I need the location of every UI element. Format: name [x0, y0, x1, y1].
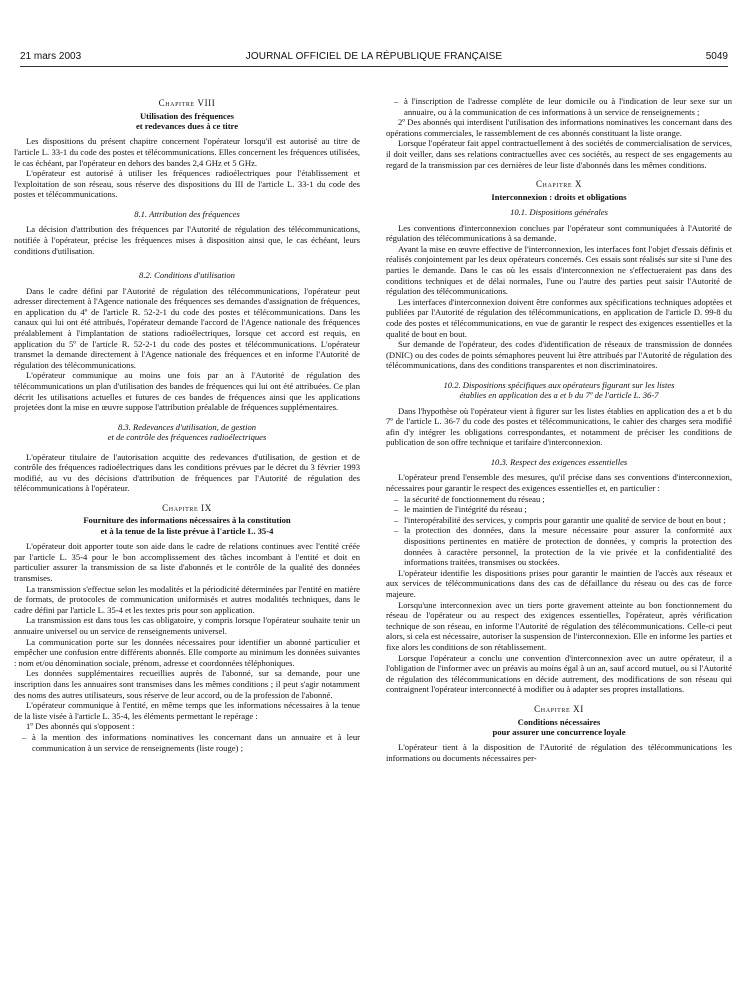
- paragraph: L'opérateur communique à l'entité, en même temps que les informations nécessaires à la tenue de la liste visée à l'article L. 35-4, les éléments permettant le repérage :: [14, 700, 360, 721]
- list-item: – à la mention des informations nominatives les concernant dans un annuaire et à leur communication à un service de renseignements (liste rouge) ;: [22, 731, 360, 753]
- paragraph: L'opérateur identifie les dispositions prises pour garantir le maintien de l'accès aux réseaux et aux services de télécommunications dans des cas de défaillance du réseau ou des cas de force majeure.: [386, 567, 732, 599]
- paragraph: La communication porte sur les données nécessaires pour identifier un abonné particulier et empêcher une confusion entre différents abonnés. Elle comporte au minimum les données suivantes : nom et/ou dénomination sociale, prénom, adresse et coordonnées téléphoniques.: [14, 636, 360, 668]
- section-10-2-title-2: établies en application des a et b du 7º de l'article L. 36-7: [459, 390, 659, 401]
- chapter-11-title-2: pour assurer une concurrence loyale: [492, 726, 626, 737]
- paragraph: L'opérateur communique au moins une fois par an à l'Autorité de régulation des télécommunications un plan d'utilisation des bandes de fréquences qui lui ont été attribuées. Ce plan décrit les utilisations actuelles et futures de ces bandes de fréquences ainsi que les applications projetées dont la mise en œuvre suppose l'attribution préalable de fréquences supplémentaires.: [14, 370, 360, 413]
- paragraph: La décision d'attribution des fréquences par l'Autorité de régulation des télécommunications, notifiée à l'opérateur, précise les fréquences mises à disposition ainsi que, le cas échéant, leurs conditions d'utilisation.: [14, 224, 360, 256]
- paragraph: Sur demande de l'opérateur, des codes d'identification de réseaux de transmission de données (DNIC) ou des codes de points sémaphores peuvent lui être attribués par l'Autorité de régulation des télécommunications, dans des conditions transparentes et non discriminatoires.: [386, 339, 732, 371]
- header-rule: [20, 66, 728, 67]
- paragraph: Les dispositions du présent chapitre concernent l'opérateur lorsqu'il est autorisé au titre de l'article L. 33-1 du code des postes et télécommunications. Elles concernent les fréquences utilisées, le cas échéant, par l'opérateur en dehors des bandes 2,4 GHz et 5 GHz.: [14, 136, 360, 168]
- paragraph: L'opérateur titulaire de l'autorisation acquitte des redevances d'utilisation, de gestion et de contrôle des fréquences radioélectriques dans les conditions prévues par le décret du 3 février 1993 modifié, au vu des décisions d'attribution de fréquences par l'Autorité de régulation des télécommunications à l'opérateur.: [14, 451, 360, 494]
- list-item: – la sécurité de fonctionnement du réseau ;: [394, 493, 545, 504]
- chapter-9-label: Chapitre IX: [162, 502, 212, 513]
- chapter-11-title: Conditions nécessaires: [517, 716, 601, 727]
- chapter-8-label: Chapitre VIII: [158, 98, 216, 108]
- list-item: 2º Des abonnés qui interdisent l'utilisation des informations nominatives les concernant dans des opérations commerciales, le rassemblement de ces abonnés constituant la liste orange.: [386, 117, 732, 138]
- section-8-3-title: 8.3. Redevances d'utilisation, de gestion: [117, 421, 257, 432]
- list-item: – la protection des données, dans la mesure nécessaire pour assurer la conformité aux dispositions pertinentes en matière de protection de données, y compris la protection des données à caractère personnel, la protection de la vie privée et la confidentialité des informations traitées, transmises ou stockées.: [394, 525, 732, 568]
- paragraph: Les données supplémentaires recueillies auprès de l'abonné, sur sa demande, pour une inscription dans les annuaires sont transmises dans les mêmes conditions ; il peut s'agir notamment des noms des autres utilisateurs, sous réserve de leur accord, ou de la profession de l'abonné.: [14, 668, 360, 700]
- section-8-1-title: 8.1. Attribution des fréquences: [134, 208, 240, 219]
- chapter-8-title: Utilisation des fréquences: [139, 110, 235, 121]
- paragraph: La transmission est dans tous les cas obligatoire, y compris lorsque l'opérateur souhaite tenir un annuaire universel ou un service de renseignements universel.: [14, 615, 360, 637]
- header-date: 21 mars 2003: [20, 51, 82, 62]
- list-item: 1º Des abonnés qui s'opposent :: [26, 721, 135, 732]
- paragraph: La transmission s'effectue selon les modalités et la périodicité déterminées par l'entité en matière de formats, de protocoles de communication uniformisés et autres modalités techniques, dans le cadre défini par l'article L. 35-4 et les textes pris pour son application.: [14, 583, 360, 615]
- section-8-2-title: 8.2. Conditions d'utilisation: [139, 270, 235, 281]
- page-header: [20, 51, 728, 65]
- paragraph: L'opérateur tient à la disposition de l'Autorité de régulation des télécommunications les informations ou documents nécessaires per-: [386, 742, 732, 763]
- paragraph: L'opérateur doit apporter toute son aide dans le cadre de relations continues avec l'entité créée par l'article L. 35-4 pour le bon accomplissement des tâches incombant à l'entité et doit en particulier assurer la transmission de sa liste d'abonnés et le contrôle de la qualité des données transmises.: [14, 541, 360, 584]
- header-journal-title: JOURNAL OFFICIEL DE LA RÉPUBLIQUE FRANÇAISE: [245, 51, 503, 62]
- section-8-3-title-2: et de contrôle des fréquences radioélectriques: [107, 432, 267, 443]
- paragraph: Lorsqu'une interconnexion avec un tiers porte gravement atteinte au bon fonctionnement du réseau de l'opérateur ou au respect des exigences essentielles, l'opérateur, après vérification technique de son réseau, en informe l'Autorité de régulation des télécommunications. Celle-ci peut alors, si cela est nécessaire, autoriser la suspension de l'interconnexion. Elle en informe les parties et fixe alors les conditions de son rétablissement.: [386, 599, 732, 652]
- paragraph: Les conventions d'interconnexion conclues par l'opérateur sont communiquées à l'Autorité de régulation des télécommunications à sa demande.: [386, 222, 732, 244]
- list-item: – à l'inscription de l'adresse complète de leur domicile ou à l'indication de leur sexe sur un annuaire, ou à la communication de ces informations à un service de renseignements ;: [394, 96, 732, 117]
- left-column: [14, 98, 360, 753]
- paragraph: Dans l'hypothèse où l'opérateur vient à figurer sur les listes établies en application des a et b du 7º de l'article L. 36-7 du code des postes et télécommunications, le cahier des charges sera modifié afin d'y intégrer les obligations correspondantes, et notamment de préciser les conditions de publication de son offre technique et tarifaire d'interconnexion.: [386, 405, 732, 448]
- section-10-1-title: 10.1. Dispositions générales: [510, 207, 608, 218]
- chapter-10-label: Chapitre X: [535, 179, 583, 190]
- right-column: [386, 96, 732, 764]
- chapter-9-title: Fourniture des informations nécessaires à la constitution: [83, 515, 291, 526]
- chapter-10-title: Interconnexion : droits et obligations: [491, 191, 627, 202]
- paragraph: L'opérateur est autorisé à utiliser les fréquences radioélectriques pour l'établissement et l'exploitation de son réseau, sous réserve des dispositions du III de l'article L. 33-1 du code des postes et télécommunications.: [14, 168, 360, 200]
- paragraph: Avant la mise en œuvre effective de l'interconnexion, les interfaces font l'objet d'essais définis et réalisés conjointement par les deux opérateurs concernés. Ces essais sont réalisés sur site si l'une des parties le demande. Dans le cas où les essais d'interconnexion ne s'effectueraient pas dans des conditions techniques et de délai normales, l'une ou l'autre des parties peut saisir l'Autorité de régulation des télécommunications.: [386, 243, 732, 297]
- section-10-3-title: 10.3. Respect des exigences essentielles: [490, 457, 628, 468]
- paragraph: Dans le cadre défini par l'Autorité de régulation des télécommunications, l'opérateur peut adresser directement à l'Agence nationale des fréquences ses demandes d'assignation de fréquences, en application du 4º de l'article R. 52-2-1 du code des postes et télécommunications. Dans les canaux qui lui ont été attribués, l'opérateur demande l'accord de l'Agence nationale des fréquences préalablement à l'implantation de stations radioélectriques, lorsque cet accord est requis, en application du 5º de l'article R. 52-2-1 du code des postes et télécommunications. L'opérateur transmet la demande directement à l'Agence nationale des fréquences et en informe l'Autorité de régulation des télécommunications.: [14, 285, 360, 370]
- chapter-8-title-2: et redevances dues à ce titre: [135, 121, 239, 131]
- paragraph: Les interfaces d'interconnexion doivent être conformes aux spécifications techniques adoptées et publiées par l'Autorité de régulation des télécommunications, en application de l'article D. 99-8 du code des postes et télécommunications, en vue de garantir le respect des exigences essentielles et la qualité de bout en bout.: [386, 296, 732, 339]
- chapter-9-title-2: et à la tenue de la liste prévue à l'article L. 35-4: [100, 525, 274, 536]
- paragraph: L'opérateur prend l'ensemble des mesures, qu'il précise dans ses conventions d'interconnexion, nécessaires pour garantir le respect des exigences essentielles et, en particulier :: [386, 472, 732, 494]
- list-item: – le maintien de l'intégrité du réseau ;: [394, 504, 527, 515]
- paragraph: Lorsque l'opérateur fait appel contractuellement à des sociétés de commercialisation de services, il doit veiller, dans ses relations contractuelles avec ces sociétés, au respect de ses engagements au regard de la transmission par ces dernières de leur liste d'abonnés dans les mêmes conditions.: [386, 138, 732, 170]
- header-page-number: 5049: [705, 51, 728, 62]
- section-10-2-title: 10.2. Dispositions spécifiques aux opérateurs figurant sur les listes: [443, 379, 675, 390]
- list-item: – l'interopérabilité des services, y compris pour garantir une qualité de service de bout en bout ;: [394, 514, 726, 525]
- chapter-11-label: Chapitre XI: [534, 703, 584, 714]
- paragraph: Lorsque l'opérateur a conclu une convention d'interconnexion avec un autre opérateur, il a l'obligation de l'informer avec un préavis au moins égal à un an, sauf accord mutuel, ou si l'Autorité de régulation des télécommunications en décide autrement, des modifications de son réseau qui contraignent l'opérateur interconnecté à modifier ou à adapter ses propres installations.: [386, 652, 732, 695]
